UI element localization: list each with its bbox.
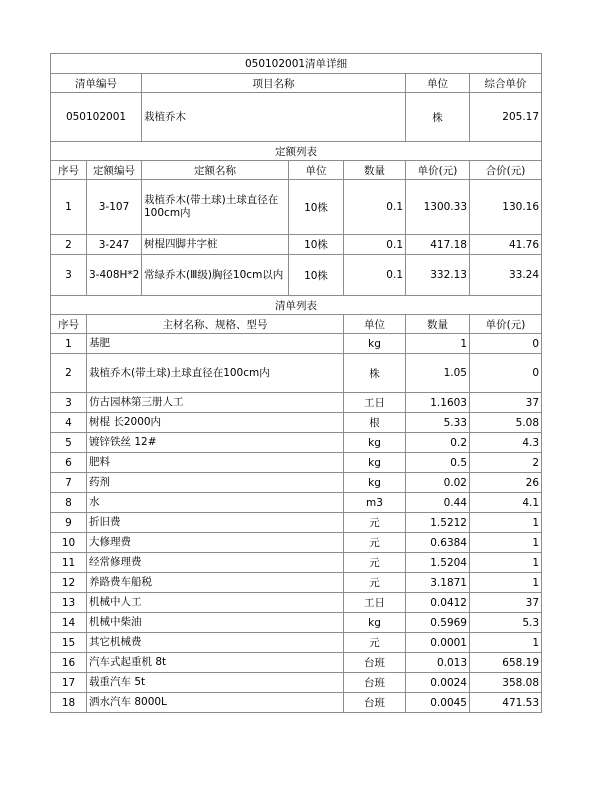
material-row xyxy=(51,413,542,433)
material-qty: 5.33 xyxy=(406,413,470,433)
material-qty: 0.6384 xyxy=(406,533,470,553)
quota-total: 33.24 xyxy=(470,255,542,296)
quota-index: 3 xyxy=(51,255,87,296)
material-unit: kg xyxy=(344,473,406,493)
material-row xyxy=(51,613,542,633)
quota-unit-price: 417.18 xyxy=(406,235,470,255)
material-name: 汽车式起重机 8t xyxy=(87,653,344,673)
quota-row xyxy=(51,255,542,296)
quota-unit-price: 332.13 xyxy=(406,255,470,296)
material-index: 17 xyxy=(51,673,87,693)
material-unit: kg xyxy=(344,613,406,633)
name-header: 项目名称 xyxy=(142,74,406,93)
material-index: 11 xyxy=(51,553,87,573)
quota-index: 1 xyxy=(51,180,87,235)
material-unit: kg xyxy=(344,334,406,354)
item-price: 205.17 xyxy=(470,93,542,142)
quota-name: 树棍四脚井字桩 xyxy=(142,235,289,255)
quota-col-header: 单位 xyxy=(289,161,344,180)
material-index: 1 xyxy=(51,334,87,354)
item-unit: 株 xyxy=(406,93,470,142)
price-header: 综合单价 xyxy=(470,74,542,93)
material-row xyxy=(51,693,542,713)
quota-index: 2 xyxy=(51,235,87,255)
materials-header-row xyxy=(51,315,542,334)
table-title: 050102001清单详细 xyxy=(51,54,542,74)
material-qty: 3.1871 xyxy=(406,573,470,593)
material-qty: 0.5969 xyxy=(406,613,470,633)
quota-header-row xyxy=(51,161,542,180)
material-name: 水 xyxy=(87,493,344,513)
quota-name: 栽植乔木(带土球)土球直径在100cm内 xyxy=(142,180,289,235)
material-name: 经常修理费 xyxy=(87,553,344,573)
material-index: 6 xyxy=(51,453,87,473)
material-unit: 元 xyxy=(344,553,406,573)
material-qty: 0.0024 xyxy=(406,673,470,693)
material-name: 载重汽车 5t xyxy=(87,673,344,693)
material-unit: m3 xyxy=(344,493,406,513)
quota-total: 130.16 xyxy=(470,180,542,235)
material-name: 洒水汽车 8000L xyxy=(87,693,344,713)
material-index: 7 xyxy=(51,473,87,493)
material-row xyxy=(51,633,542,653)
material-unit-price: 5.3 xyxy=(470,613,542,633)
material-index: 13 xyxy=(51,593,87,613)
quota-col-header: 单价(元) xyxy=(406,161,470,180)
material-unit: 元 xyxy=(344,513,406,533)
material-unit: 株 xyxy=(344,354,406,393)
material-unit-price: 1 xyxy=(470,633,542,653)
material-index: 4 xyxy=(51,413,87,433)
material-unit: 元 xyxy=(344,533,406,553)
material-unit-price: 658.19 xyxy=(470,653,542,673)
material-index: 3 xyxy=(51,393,87,413)
materials-col-header: 序号 xyxy=(51,315,87,334)
material-qty: 1.05 xyxy=(406,354,470,393)
material-name: 镀锌铁丝 12# xyxy=(87,433,344,453)
material-unit-price: 0 xyxy=(470,334,542,354)
material-unit-price: 471.53 xyxy=(470,693,542,713)
quota-col-header: 定额名称 xyxy=(142,161,289,180)
material-qty: 0.2 xyxy=(406,433,470,453)
quota-unit: 10株 xyxy=(289,180,344,235)
quota-name: 常绿乔木(Ⅲ级)胸径10cm以内 xyxy=(142,255,289,296)
material-index: 9 xyxy=(51,513,87,533)
item-name: 栽植乔木 xyxy=(142,93,406,142)
quota-section-title: 定额列表 xyxy=(51,142,542,161)
material-row xyxy=(51,354,542,393)
material-row xyxy=(51,473,542,493)
material-unit-price: 37 xyxy=(470,393,542,413)
material-row xyxy=(51,393,542,413)
material-qty: 0.0045 xyxy=(406,693,470,713)
material-unit-price: 1 xyxy=(470,573,542,593)
code-header: 清单编号 xyxy=(51,74,142,93)
material-qty: 1 xyxy=(406,334,470,354)
material-index: 10 xyxy=(51,533,87,553)
material-name: 基肥 xyxy=(87,334,344,354)
material-index: 14 xyxy=(51,613,87,633)
material-unit-price: 1 xyxy=(470,553,542,573)
material-unit: kg xyxy=(344,453,406,473)
material-index: 8 xyxy=(51,493,87,513)
quota-row xyxy=(51,235,542,255)
material-unit-price: 1 xyxy=(470,513,542,533)
material-unit-price: 2 xyxy=(470,453,542,473)
material-row xyxy=(51,593,542,613)
quota-unit-price: 1300.33 xyxy=(406,180,470,235)
quota-total: 41.76 xyxy=(470,235,542,255)
material-name: 养路费车船税 xyxy=(87,573,344,593)
material-qty: 0.013 xyxy=(406,653,470,673)
detail-table xyxy=(50,53,542,713)
materials-col-header: 单位 xyxy=(344,315,406,334)
materials-col-header: 数量 xyxy=(406,315,470,334)
material-name: 栽植乔木(带土球)土球直径在100cm内 xyxy=(87,354,344,393)
material-qty: 1.5212 xyxy=(406,513,470,533)
material-name: 仿古园林第三册人工 xyxy=(87,393,344,413)
material-qty: 0.0412 xyxy=(406,593,470,613)
quota-code: 3-247 xyxy=(87,235,142,255)
material-index: 2 xyxy=(51,354,87,393)
material-qty: 0.44 xyxy=(406,493,470,513)
material-name: 树棍 长2000内 xyxy=(87,413,344,433)
material-name: 药剂 xyxy=(87,473,344,493)
material-name: 机械中柴油 xyxy=(87,613,344,633)
material-name: 机械中人工 xyxy=(87,593,344,613)
material-row xyxy=(51,573,542,593)
material-unit: 根 xyxy=(344,413,406,433)
materials-col-header: 单价(元) xyxy=(470,315,542,334)
material-name: 肥料 xyxy=(87,453,344,473)
material-qty: 1.5204 xyxy=(406,553,470,573)
material-unit: 台班 xyxy=(344,673,406,693)
quota-unit: 10株 xyxy=(289,235,344,255)
quota-code: 3-408H*2 xyxy=(87,255,142,296)
material-unit: 台班 xyxy=(344,653,406,673)
material-qty: 0.0001 xyxy=(406,633,470,653)
quota-col-header: 定额编号 xyxy=(87,161,142,180)
item-code: 050102001 xyxy=(51,93,142,142)
material-unit-price: 37 xyxy=(470,593,542,613)
quota-qty: 0.1 xyxy=(344,235,406,255)
quota-col-header: 序号 xyxy=(51,161,87,180)
material-row xyxy=(51,493,542,513)
material-unit: 工日 xyxy=(344,393,406,413)
quota-code: 3-107 xyxy=(87,180,142,235)
material-name: 折旧费 xyxy=(87,513,344,533)
material-index: 12 xyxy=(51,573,87,593)
material-row xyxy=(51,513,542,533)
material-unit: 元 xyxy=(344,573,406,593)
materials-section-title: 清单列表 xyxy=(51,296,542,315)
quota-row xyxy=(51,180,542,235)
material-index: 5 xyxy=(51,433,87,453)
material-unit-price: 0 xyxy=(470,354,542,393)
material-row xyxy=(51,433,542,453)
material-qty: 0.5 xyxy=(406,453,470,473)
material-row xyxy=(51,334,542,354)
material-row xyxy=(51,553,542,573)
material-unit: 工日 xyxy=(344,593,406,613)
material-unit-price: 4.1 xyxy=(470,493,542,513)
material-unit-price: 26 xyxy=(470,473,542,493)
material-name: 大修理费 xyxy=(87,533,344,553)
material-row xyxy=(51,653,542,673)
material-qty: 1.1603 xyxy=(406,393,470,413)
material-row xyxy=(51,453,542,473)
materials-col-header: 主材名称、规格、型号 xyxy=(87,315,344,334)
material-unit: kg xyxy=(344,433,406,453)
detail-table-body xyxy=(51,54,542,713)
material-index: 15 xyxy=(51,633,87,653)
quota-unit: 10株 xyxy=(289,255,344,296)
material-row xyxy=(51,533,542,553)
unit-header: 单位 xyxy=(406,74,470,93)
material-unit-price: 5.08 xyxy=(470,413,542,433)
material-unit: 元 xyxy=(344,633,406,653)
material-row xyxy=(51,673,542,693)
material-qty: 0.02 xyxy=(406,473,470,493)
material-unit-price: 358.08 xyxy=(470,673,542,693)
quota-qty: 0.1 xyxy=(344,180,406,235)
material-unit-price: 1 xyxy=(470,533,542,553)
material-unit: 台班 xyxy=(344,693,406,713)
material-index: 16 xyxy=(51,653,87,673)
quota-col-header: 数量 xyxy=(344,161,406,180)
quota-qty: 0.1 xyxy=(344,255,406,296)
material-index: 18 xyxy=(51,693,87,713)
material-name: 其它机械费 xyxy=(87,633,344,653)
material-unit-price: 4.3 xyxy=(470,433,542,453)
quota-col-header: 合价(元) xyxy=(470,161,542,180)
